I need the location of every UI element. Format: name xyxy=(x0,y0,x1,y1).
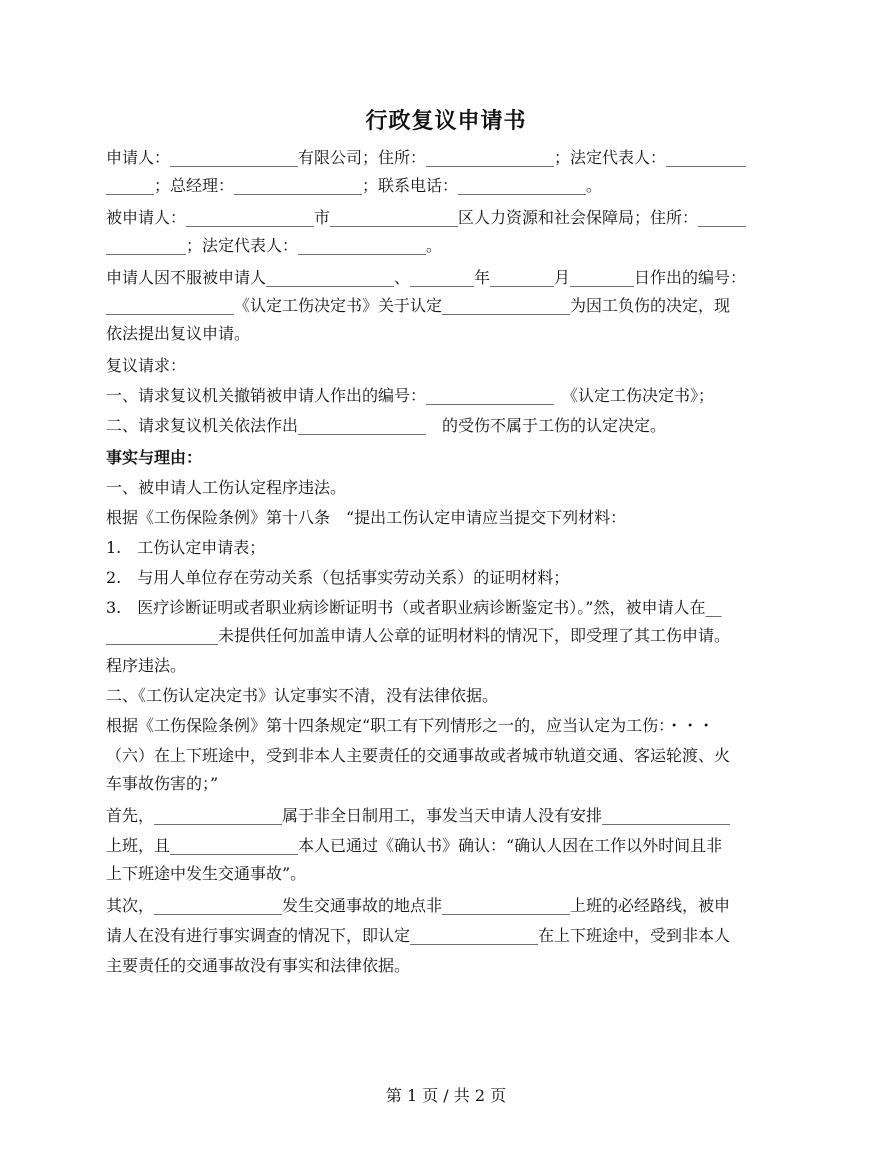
paragraph-line: 主要责任的交通事故没有事实和法律依据。 xyxy=(106,956,411,975)
paragraph-line: 被申请人：________________市________________区人力资源和社会保障局；住所：______ xyxy=(106,208,747,227)
paragraph-line: 车事故伤害的；” xyxy=(106,774,219,793)
paragraph-line: ________________《认定工伤决定书》关于认定________________为因工负伤的决定，现 xyxy=(106,296,731,315)
paragraph-line: 二、《工伤认定决定书》认定事实不清，没有法律依据。 xyxy=(106,686,499,705)
paragraph-line: 首先，________________属于非全日制用工，事发当天申请人没有安排________________ xyxy=(106,806,731,825)
paragraph-line: 申请人：________________有限公司；住所：________________；法定代表人：__________ xyxy=(106,148,747,167)
paragraph-line: __________；法定代表人：________________。 xyxy=(106,236,443,255)
paragraph-line: 程序违法。 xyxy=(106,656,187,675)
paragraph-line: 根据《工伤保险条例》第十八条 “提出工伤认定申请应当提交下列材料： xyxy=(106,508,627,527)
paragraph-line: 根据《工伤保险条例》第十四条规定“职工有下列情形之一的，应当认定为工伤：・・・ xyxy=(106,716,715,735)
page-number: 第 1 页 / 共 2 页 xyxy=(385,1086,507,1105)
paragraph-line: 上下班途中发生交通事故”。 xyxy=(106,864,307,883)
paragraph-line: 申请人因不服被申请人________________、________年________月________日作出的编号： xyxy=(106,268,747,287)
paragraph-line: 一、请求复议机关撤销被申请人作出的编号：________________ 《认定工伤决定书》； xyxy=(106,386,715,405)
list-item: 2. 与用人单位存在劳动关系（包括事实劳动关系）的证明材料； xyxy=(106,568,570,587)
paragraph-line: ______；总经理：________________；联系电话：________________。 xyxy=(106,176,603,195)
paragraph-line: （六）在上下班途中，受到非本人主要责任的交通事故或者城市轨道交通、客运轮渡、火 xyxy=(106,746,731,765)
paragraph-line: 一、被申请人工伤认定程序违法。 xyxy=(106,478,347,497)
paragraph-line: 依法提出复议申请。 xyxy=(106,324,251,343)
document-title: 行政复议申请书 xyxy=(365,108,527,134)
list-item: 3. 医疗诊断证明或者职业病诊断证明书（或者职业病诊断鉴定书）。”然，被申请人在__ xyxy=(106,598,722,617)
section-heading: 复议请求： xyxy=(106,356,187,375)
paragraph-line: 上班，且________________本人已通过《确认书》确认：“确认人因在工作以外时间且非 xyxy=(106,836,723,855)
section-heading: 事实与理由： xyxy=(106,448,203,467)
paragraph-line: ______________未提供任何加盖申请人公章的证明材料的情况下，即受理了其工伤申请。 xyxy=(106,626,731,645)
list-item: 1. 工伤认定申请表； xyxy=(106,538,266,557)
paragraph-line: 请人在没有进行事实调查的情况下，即认定________________在上下班途中，受到非本人 xyxy=(106,926,731,945)
paragraph-line: 二、请求复议机关依法作出________________ 的受伤不属于工伤的认定决定。 xyxy=(106,416,667,435)
paragraph-line: 其次，________________发生交通事故的地点非________________上班的必经路线，被申 xyxy=(106,896,731,915)
